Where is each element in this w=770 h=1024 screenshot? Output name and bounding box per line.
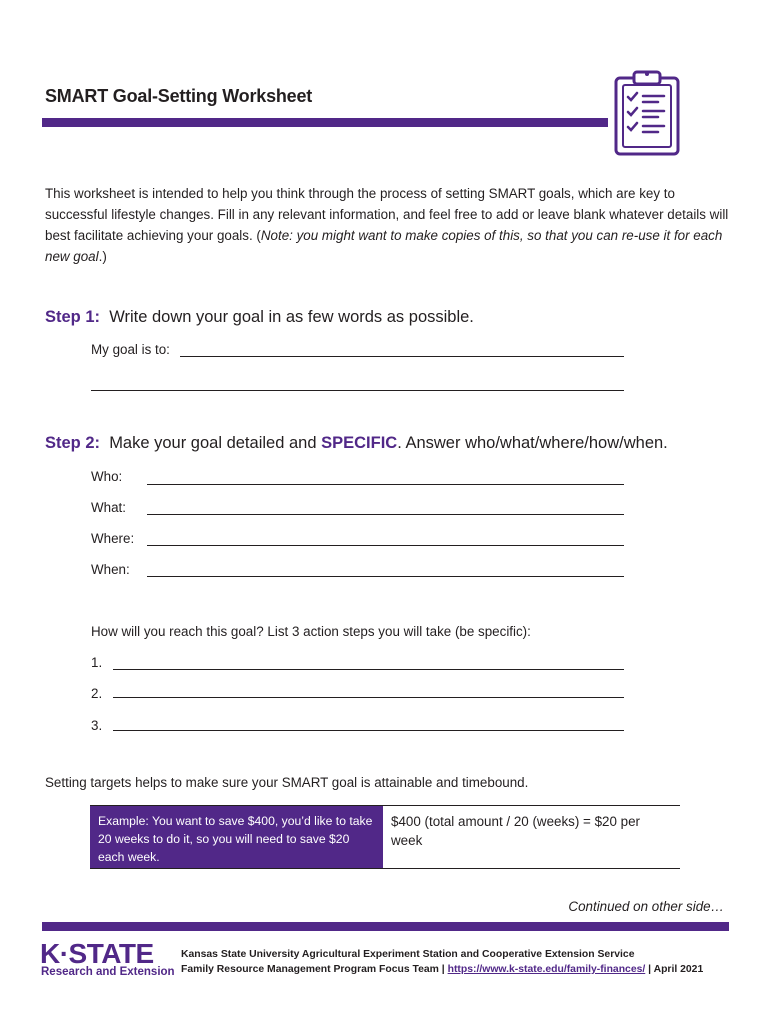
intro-text: This worksheet is intended to help you think through the process of setting SMART goals, which are key to successful lifestyle changes. Fill in any relevant information, and feel free to add or leave blank whatever details will best facilitate achieving your goals. (: [45, 186, 729, 243]
step1-text: Write down your goal in as few words as possible.: [109, 308, 474, 326]
page-title: SMART Goal-Setting Worksheet: [45, 86, 313, 106]
clipboard-checklist-icon: [612, 68, 682, 158]
example-right-cell: $400 (total amount / 20 (weeks) = $20 per week: [391, 814, 640, 848]
when-input-line[interactable]: [147, 576, 624, 577]
step2-heading: [45, 434, 668, 453]
example-table: [90, 805, 680, 869]
action-step-2-number: 2.: [91, 686, 103, 701]
who-input-line[interactable]: [147, 484, 624, 485]
example-left-cell: Example: You want to save $400, you’d like to take 20 weeks to do it, so you will need to save $20 each week.: [90, 806, 383, 868]
step2-number: Step 2:: [45, 434, 101, 452]
step1-number: Step 1:: [45, 308, 101, 326]
action-steps-prompt: How will you reach this goal? List 3 action steps you will take (be specific):: [91, 624, 531, 639]
step1-heading: [45, 308, 474, 327]
kstate-logo: K·STATE: [40, 938, 154, 969]
footer-url-link[interactable]: https://www.k-state.edu/family-finances/: [447, 964, 646, 975]
what-label: What:: [91, 500, 126, 515]
footer-date: | April 2021: [648, 964, 704, 975]
action-step-3-line[interactable]: [113, 730, 624, 731]
footer-line-2: [181, 964, 703, 975]
where-label: Where:: [91, 531, 135, 546]
action-step-3-number: 3.: [91, 718, 103, 733]
footer-team: Family Resource Management Program Focus Team |: [181, 964, 445, 975]
when-label: When:: [91, 562, 130, 577]
action-step-1-line[interactable]: [113, 669, 624, 670]
intro-paragraph: [45, 183, 735, 267]
kstate-logo-subtitle: Research and Extension: [41, 966, 175, 978]
step2-text-post: . Answer who/what/where/how/when.: [397, 434, 668, 452]
footer-line-1: Kansas State University Agricultural Experiment Station and Cooperative Extension Service: [181, 949, 635, 960]
step2-specific: SPECIFIC: [321, 434, 398, 452]
goal-input-line-2[interactable]: [91, 390, 624, 391]
intro-end: .): [98, 249, 107, 264]
who-label: Who:: [91, 469, 123, 484]
intro-note: Note: you might want to make copies of this, so that you can re-use it for each new goal: [45, 228, 723, 264]
action-step-2-line[interactable]: [113, 697, 624, 698]
targets-text: Setting targets helps to make sure your SMART goal is attainable and timebound.: [45, 775, 529, 790]
continued-note: Continued on other side…: [568, 899, 724, 914]
footer-divider: [42, 922, 729, 931]
where-input-line[interactable]: [147, 545, 624, 546]
action-step-1-number: 1.: [91, 655, 103, 670]
goal-label: My goal is to:: [91, 342, 170, 357]
what-input-line[interactable]: [147, 514, 624, 515]
goal-input-line-1[interactable]: [180, 356, 624, 357]
title-divider: [42, 118, 608, 127]
step2-text-pre: Make your goal detailed and: [109, 434, 317, 452]
